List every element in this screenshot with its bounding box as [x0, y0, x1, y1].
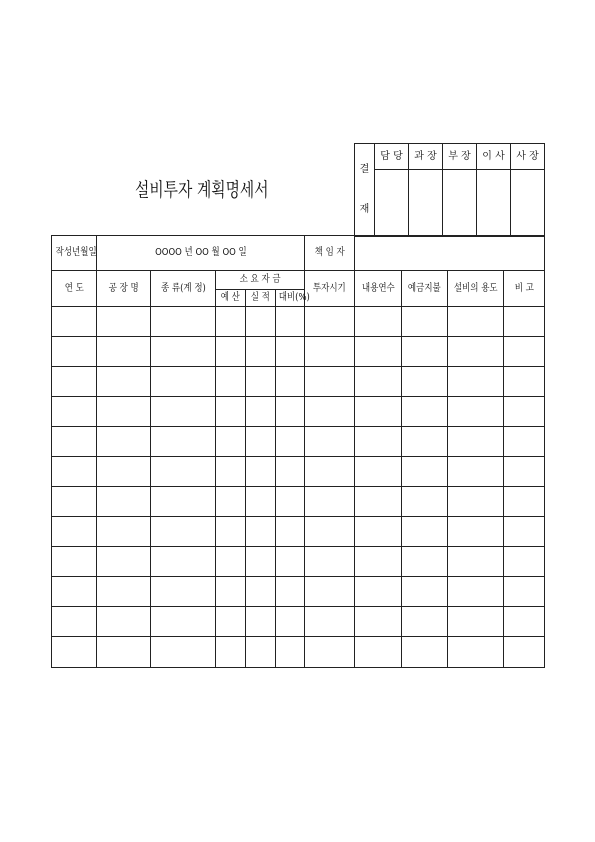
table-cell[interactable] — [216, 427, 246, 457]
table-cell[interactable] — [305, 397, 355, 427]
table-cell[interactable] — [276, 457, 305, 487]
table-cell[interactable] — [97, 487, 151, 517]
table-cell[interactable] — [276, 427, 305, 457]
table-cell[interactable] — [448, 457, 504, 487]
table-cell[interactable] — [246, 577, 276, 607]
table-cell[interactable] — [355, 637, 402, 668]
table-cell[interactable] — [448, 307, 504, 337]
table-cell[interactable] — [97, 607, 151, 637]
table-body — [52, 307, 545, 668]
table-cell[interactable] — [448, 517, 504, 547]
header-remarks: 비 고 — [504, 271, 545, 307]
table-cell[interactable] — [305, 337, 355, 367]
table-cell[interactable] — [97, 307, 151, 337]
table-row — [52, 457, 545, 487]
table-cell[interactable] — [246, 337, 276, 367]
table-cell[interactable] — [216, 367, 246, 397]
table-cell[interactable] — [305, 547, 355, 577]
table-cell[interactable] — [305, 517, 355, 547]
table-cell[interactable] — [97, 547, 151, 577]
table-cell[interactable] — [305, 307, 355, 337]
table-cell[interactable] — [355, 517, 402, 547]
table-cell[interactable] — [355, 367, 402, 397]
table-row — [52, 367, 545, 397]
table-cell[interactable] — [246, 427, 276, 457]
table-cell[interactable] — [448, 337, 504, 367]
date-label: 작성년월일 — [52, 236, 97, 271]
table-cell[interactable] — [216, 307, 246, 337]
table-row — [52, 337, 545, 367]
table-cell[interactable] — [246, 307, 276, 337]
approval-signature-cell[interactable] — [375, 170, 409, 237]
table-cell[interactable] — [504, 487, 545, 517]
table-cell[interactable] — [52, 547, 97, 577]
table-cell[interactable] — [52, 607, 97, 637]
table-cell[interactable] — [305, 637, 355, 668]
table-cell[interactable] — [504, 547, 545, 577]
table-cell[interactable] — [216, 487, 246, 517]
table-cell[interactable] — [355, 487, 402, 517]
table-cell[interactable] — [52, 427, 97, 457]
table-cell[interactable] — [216, 397, 246, 427]
table-cell[interactable] — [402, 637, 448, 668]
table-row — [52, 577, 545, 607]
header-row — [52, 271, 545, 290]
table-cell[interactable] — [448, 547, 504, 577]
table-cell[interactable] — [216, 517, 246, 547]
table-cell[interactable] — [151, 427, 216, 457]
table-cell[interactable] — [305, 367, 355, 397]
table-cell[interactable] — [276, 337, 305, 367]
table-cell[interactable] — [151, 337, 216, 367]
table-cell[interactable] — [151, 607, 216, 637]
table-cell[interactable] — [52, 487, 97, 517]
table-cell[interactable] — [216, 607, 246, 637]
table-cell[interactable] — [504, 337, 545, 367]
table-cell[interactable] — [305, 487, 355, 517]
table-cell[interactable] — [355, 547, 402, 577]
table-cell[interactable] — [151, 307, 216, 337]
table-row — [52, 607, 545, 637]
table-cell[interactable] — [52, 457, 97, 487]
table-cell[interactable] — [504, 307, 545, 337]
table-cell[interactable] — [97, 427, 151, 457]
header-budget: 예 산 — [216, 290, 246, 307]
table-cell[interactable] — [52, 517, 97, 547]
table-row — [52, 517, 545, 547]
table-cell[interactable] — [402, 547, 448, 577]
table-cell[interactable] — [448, 427, 504, 457]
approval-role-header: 담 당 — [375, 144, 409, 170]
table-cell[interactable] — [52, 307, 97, 337]
table-cell[interactable] — [276, 307, 305, 337]
table-cell[interactable] — [355, 457, 402, 487]
table-cell[interactable] — [246, 607, 276, 637]
investment-plan-table — [51, 235, 545, 668]
approval-side-label-bottom: 재 — [359, 204, 370, 215]
table-cell[interactable] — [151, 457, 216, 487]
table-cell[interactable] — [355, 337, 402, 367]
table-cell[interactable] — [216, 547, 246, 577]
approval-signature-cell[interactable] — [477, 170, 511, 237]
approval-signature-cell[interactable] — [409, 170, 443, 237]
table-cell[interactable] — [52, 637, 97, 668]
table-cell[interactable] — [355, 307, 402, 337]
document-title: 설비투자 계획명세서 — [135, 179, 269, 201]
table-cell[interactable] — [276, 487, 305, 517]
table-cell[interactable] — [97, 637, 151, 668]
table-cell[interactable] — [246, 547, 276, 577]
table-cell[interactable] — [402, 457, 448, 487]
table-cell[interactable] — [305, 427, 355, 457]
table-cell[interactable] — [52, 397, 97, 427]
date-row — [52, 236, 545, 271]
table-cell[interactable] — [276, 577, 305, 607]
table-cell[interactable] — [216, 637, 246, 668]
table-cell[interactable] — [504, 607, 545, 637]
table-cell[interactable] — [504, 367, 545, 397]
table-cell[interactable] — [246, 487, 276, 517]
table-cell[interactable] — [402, 517, 448, 547]
table-cell[interactable] — [151, 487, 216, 517]
table-cell[interactable] — [448, 607, 504, 637]
table-cell[interactable] — [151, 517, 216, 547]
approval-signature-cell[interactable] — [443, 170, 477, 237]
table-cell[interactable] — [151, 637, 216, 668]
table-row — [52, 427, 545, 457]
table-cell[interactable] — [52, 577, 97, 607]
approval-side-label — [355, 144, 375, 237]
table-cell[interactable] — [52, 337, 97, 367]
table-cell[interactable] — [276, 637, 305, 668]
table-cell[interactable] — [355, 607, 402, 637]
table-cell[interactable] — [402, 607, 448, 637]
header-ratio: 대비(%) — [276, 290, 305, 307]
table-row — [52, 487, 545, 517]
table-cell[interactable] — [504, 637, 545, 668]
table-cell[interactable] — [216, 337, 246, 367]
header-actual: 실 적 — [246, 290, 276, 307]
table-cell[interactable] — [97, 517, 151, 547]
header-factory: 공 장 명 — [97, 271, 151, 307]
header-required-funds: 소 요 자 금 — [216, 271, 305, 290]
header-investment-time: 투자시기 — [305, 271, 355, 307]
table-cell[interactable] — [305, 577, 355, 607]
table-cell[interactable] — [448, 397, 504, 427]
table-cell[interactable] — [355, 577, 402, 607]
table-cell[interactable] — [504, 427, 545, 457]
table-cell[interactable] — [504, 457, 545, 487]
approval-side-label-top: 결 — [359, 164, 370, 175]
table-cell[interactable] — [246, 367, 276, 397]
table-cell[interactable] — [448, 487, 504, 517]
table-cell[interactable] — [402, 487, 448, 517]
header-service-life: 내용연수 — [355, 271, 402, 307]
table-cell[interactable] — [246, 517, 276, 547]
table-cell[interactable] — [402, 577, 448, 607]
table-cell[interactable] — [246, 397, 276, 427]
table-cell[interactable] — [246, 457, 276, 487]
table-cell[interactable] — [216, 577, 246, 607]
table-cell[interactable] — [97, 457, 151, 487]
date-value[interactable]: OOOO 년 OO 월 OO 일 — [97, 236, 305, 271]
header-financing: 예금지불 — [402, 271, 448, 307]
table-cell[interactable] — [151, 547, 216, 577]
approval-box — [354, 143, 545, 237]
table-cell[interactable] — [276, 367, 305, 397]
table-cell[interactable] — [276, 517, 305, 547]
header-type: 종 류(계 정) — [151, 271, 216, 307]
table-cell[interactable] — [355, 397, 402, 427]
table-cell[interactable] — [402, 397, 448, 427]
responsible-value[interactable] — [355, 236, 545, 271]
table-cell[interactable] — [97, 577, 151, 607]
table-row — [52, 397, 545, 427]
header-year: 연 도 — [52, 271, 97, 307]
table-cell[interactable] — [276, 397, 305, 427]
approval-role-header: 이 사 — [477, 144, 511, 170]
table-cell[interactable] — [151, 577, 216, 607]
table-cell[interactable] — [305, 607, 355, 637]
table-cell[interactable] — [246, 637, 276, 668]
table-cell[interactable] — [305, 457, 355, 487]
table-row — [52, 547, 545, 577]
table-row — [52, 307, 545, 337]
table-cell[interactable] — [52, 367, 97, 397]
approval-role-header: 사 장 — [511, 144, 545, 170]
responsible-label: 책 임 자 — [305, 236, 355, 271]
table-cell[interactable] — [402, 337, 448, 367]
table-cell[interactable] — [276, 607, 305, 637]
table-cell[interactable] — [448, 577, 504, 607]
table-cell[interactable] — [402, 427, 448, 457]
table-cell[interactable] — [276, 547, 305, 577]
table-cell[interactable] — [504, 577, 545, 607]
table-cell[interactable] — [97, 397, 151, 427]
table-cell[interactable] — [151, 367, 216, 397]
table-cell[interactable] — [504, 517, 545, 547]
table-cell[interactable] — [97, 367, 151, 397]
table-cell[interactable] — [448, 367, 504, 397]
table-cell[interactable] — [402, 367, 448, 397]
table-cell[interactable] — [448, 637, 504, 668]
table-cell[interactable] — [97, 337, 151, 367]
approval-role-header: 부 장 — [443, 144, 477, 170]
table-cell[interactable] — [504, 397, 545, 427]
table-cell[interactable] — [355, 427, 402, 457]
approval-role-header: 과 장 — [409, 144, 443, 170]
approval-signature-cell[interactable] — [511, 170, 545, 237]
header-purpose: 설비의 용도 — [448, 271, 504, 307]
table-row — [52, 637, 545, 668]
table-cell[interactable] — [151, 397, 216, 427]
table-cell[interactable] — [216, 457, 246, 487]
table-cell[interactable] — [402, 307, 448, 337]
